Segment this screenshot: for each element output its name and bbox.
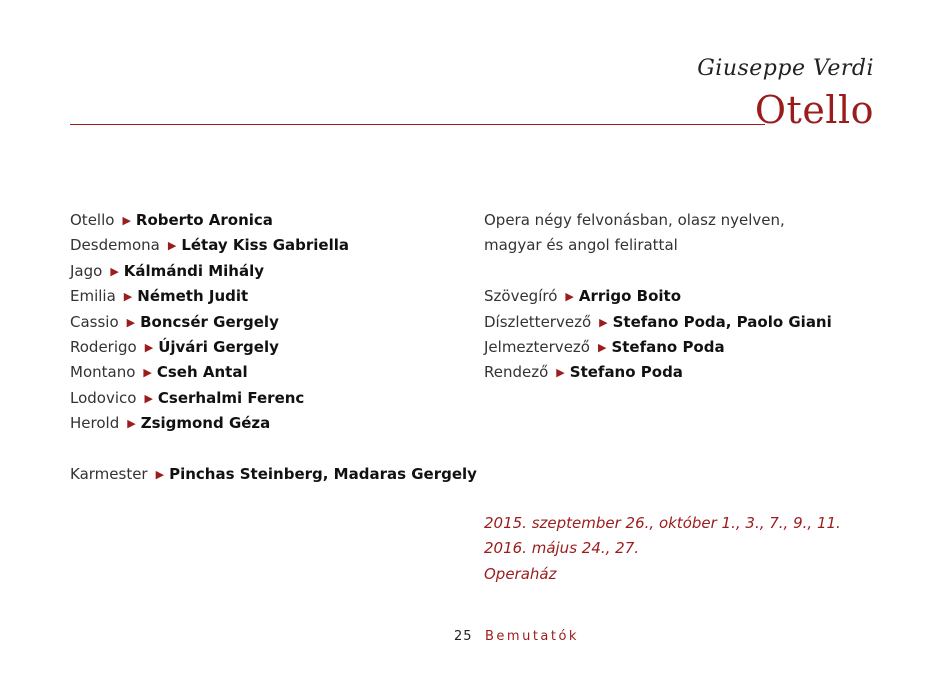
crew-name: Arrigo Boito [578,287,682,306]
arrow-icon: ▶ [110,264,119,278]
cast-row [70,284,477,309]
description-line: Opera négy felvonásban, olasz nyelven, [484,211,785,229]
crew-name: Stefano Poda [569,363,683,382]
spacer [70,437,477,462]
role-label: Karmester [70,464,148,483]
role-label: Otello [70,211,115,229]
crew-name: Stefano Poda, Paolo Giani [612,312,832,331]
performer-name: Cserhalmi Ferenc [157,388,305,407]
title-rule [70,124,765,125]
crew-row [484,310,832,335]
role-label: Emilia [70,287,116,306]
cast-row [70,208,477,233]
arrow-icon: ▶ [144,391,153,405]
cast-row [70,310,477,335]
performer-name: Kálmándi Mihály [123,261,265,280]
conductor-row [70,462,477,487]
crew-row [484,284,832,309]
cast-row [70,411,477,436]
role-label: Jago [70,261,103,280]
performance-dates [484,511,841,587]
role-label: Desdemona [70,236,160,255]
dates-2015: 2015. szeptember 26., október 1., 3., 7., 9., 11. [484,514,841,532]
role-label: Szövegíró [484,287,558,306]
performer-name: Cseh Antal [156,363,248,382]
role-label: Díszlettervező [484,312,592,331]
performer-name: Roberto Aronica [135,211,273,229]
page-number: 25 [454,629,473,644]
cast-row [70,386,477,411]
crew-row [484,360,832,385]
arrow-icon: ▶ [155,467,165,481]
dates-2016: 2016. május 24., 27. [484,539,640,558]
arrow-icon: ▶ [144,340,154,354]
arrow-icon: ▶ [565,290,574,304]
role-label: Jelmeztervező [484,337,590,356]
conductor-name: Pinchas Steinberg, Madaras Gergely [169,464,477,483]
cast-row [70,335,477,360]
section-name: Bemutatók [485,629,579,644]
cast-row [70,233,477,258]
arrow-icon: ▶ [122,214,131,227]
performer-name: Zsigmond Géza [140,414,271,433]
role-label: Cassio [70,312,119,331]
crew-row [484,335,832,360]
description-line: magyar és angol felirattal [484,236,678,255]
arrow-icon: ▶ [127,417,136,431]
role-label: Rendező [484,363,549,382]
arrow-icon: ▶ [556,366,565,380]
arrow-icon: ▶ [123,290,133,304]
performer-name: Németh Judit [137,287,249,306]
arrow-icon: ▶ [143,366,152,380]
crew-name: Stefano Poda [611,337,725,356]
composer-name: Giuseppe Verdi [697,56,874,81]
cast-row [70,360,477,385]
cast-row [70,259,477,284]
arrow-icon: ▶ [167,239,177,253]
role-label: Lodovico [70,388,137,407]
role-label: Herold [70,414,120,433]
role-label: Roderigo [70,337,137,356]
performer-name: Újvári Gergely [158,337,279,356]
page-title: Otello [754,88,874,132]
arrow-icon: ▶ [126,315,136,329]
production-info [484,208,832,386]
arrow-icon: ▶ [599,315,608,329]
cast-list [70,208,477,487]
role-label: Montano [70,363,136,382]
performer-name: Boncsér Gergely [140,312,279,331]
spacer [484,259,832,284]
venue: Operaház [484,564,557,583]
arrow-icon: ▶ [597,340,607,354]
performer-name: Létay Kiss Gabriella [181,236,350,255]
